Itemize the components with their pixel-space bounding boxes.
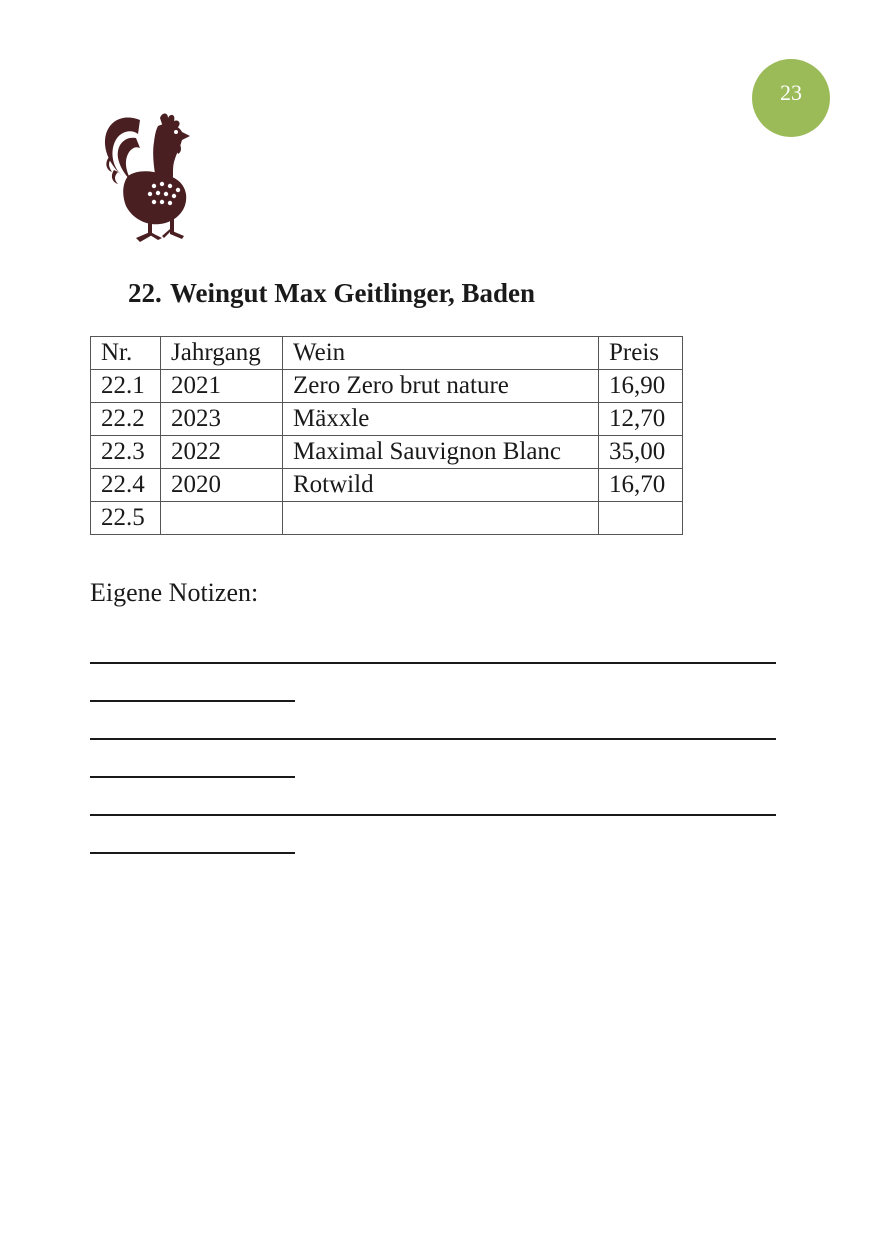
cell-preis: 12,70 xyxy=(599,403,683,436)
cell-jahrgang: 2020 xyxy=(161,469,283,502)
notes-line xyxy=(90,662,776,664)
notes-line xyxy=(90,776,295,778)
notes-line xyxy=(90,814,776,816)
cell-wein: Rotwild xyxy=(283,469,599,502)
cell-jahrgang xyxy=(161,502,283,535)
table-row xyxy=(91,469,683,502)
notes-label: Eigene Notizen: xyxy=(90,578,259,607)
cell-preis xyxy=(599,502,683,535)
cell-preis: 35,00 xyxy=(599,436,683,469)
cell-jahrgang: 2023 xyxy=(161,403,283,436)
cell-nr: 22.3 xyxy=(91,436,161,469)
notes-line xyxy=(90,738,776,740)
notes-line xyxy=(90,700,295,702)
table-row xyxy=(91,436,683,469)
cell-nr: 22.5 xyxy=(91,502,161,535)
cell-nr: 22.1 xyxy=(91,370,161,403)
heading-title: Weingut Max Geitlinger, Baden xyxy=(170,278,536,308)
column-header-wein: Wein xyxy=(283,337,599,370)
page-title xyxy=(128,278,535,309)
cell-nr: 22.2 xyxy=(91,403,161,436)
wine-table xyxy=(90,336,683,535)
heading-number: 22. xyxy=(128,278,162,308)
cell-wein: Zero Zero brut nature xyxy=(283,370,599,403)
column-header-preis: Preis xyxy=(599,337,683,370)
table-row xyxy=(91,403,683,436)
table-header-row xyxy=(91,337,683,370)
rooster-icon xyxy=(100,110,200,245)
cell-preis: 16,70 xyxy=(599,469,683,502)
table-row xyxy=(91,370,683,403)
cell-wein xyxy=(283,502,599,535)
column-header-jahrgang: Jahrgang xyxy=(161,337,283,370)
cell-preis: 16,90 xyxy=(599,370,683,403)
page-number-badge: 23 xyxy=(752,59,830,137)
table-row xyxy=(91,502,683,535)
column-header-nr: Nr. xyxy=(91,337,161,370)
notes-line xyxy=(90,852,295,854)
cell-jahrgang: 2021 xyxy=(161,370,283,403)
cell-jahrgang: 2022 xyxy=(161,436,283,469)
cell-wein: Maximal Sauvignon Blanc xyxy=(283,436,599,469)
cell-wein: Mäxxle xyxy=(283,403,599,436)
cell-nr: 22.4 xyxy=(91,469,161,502)
